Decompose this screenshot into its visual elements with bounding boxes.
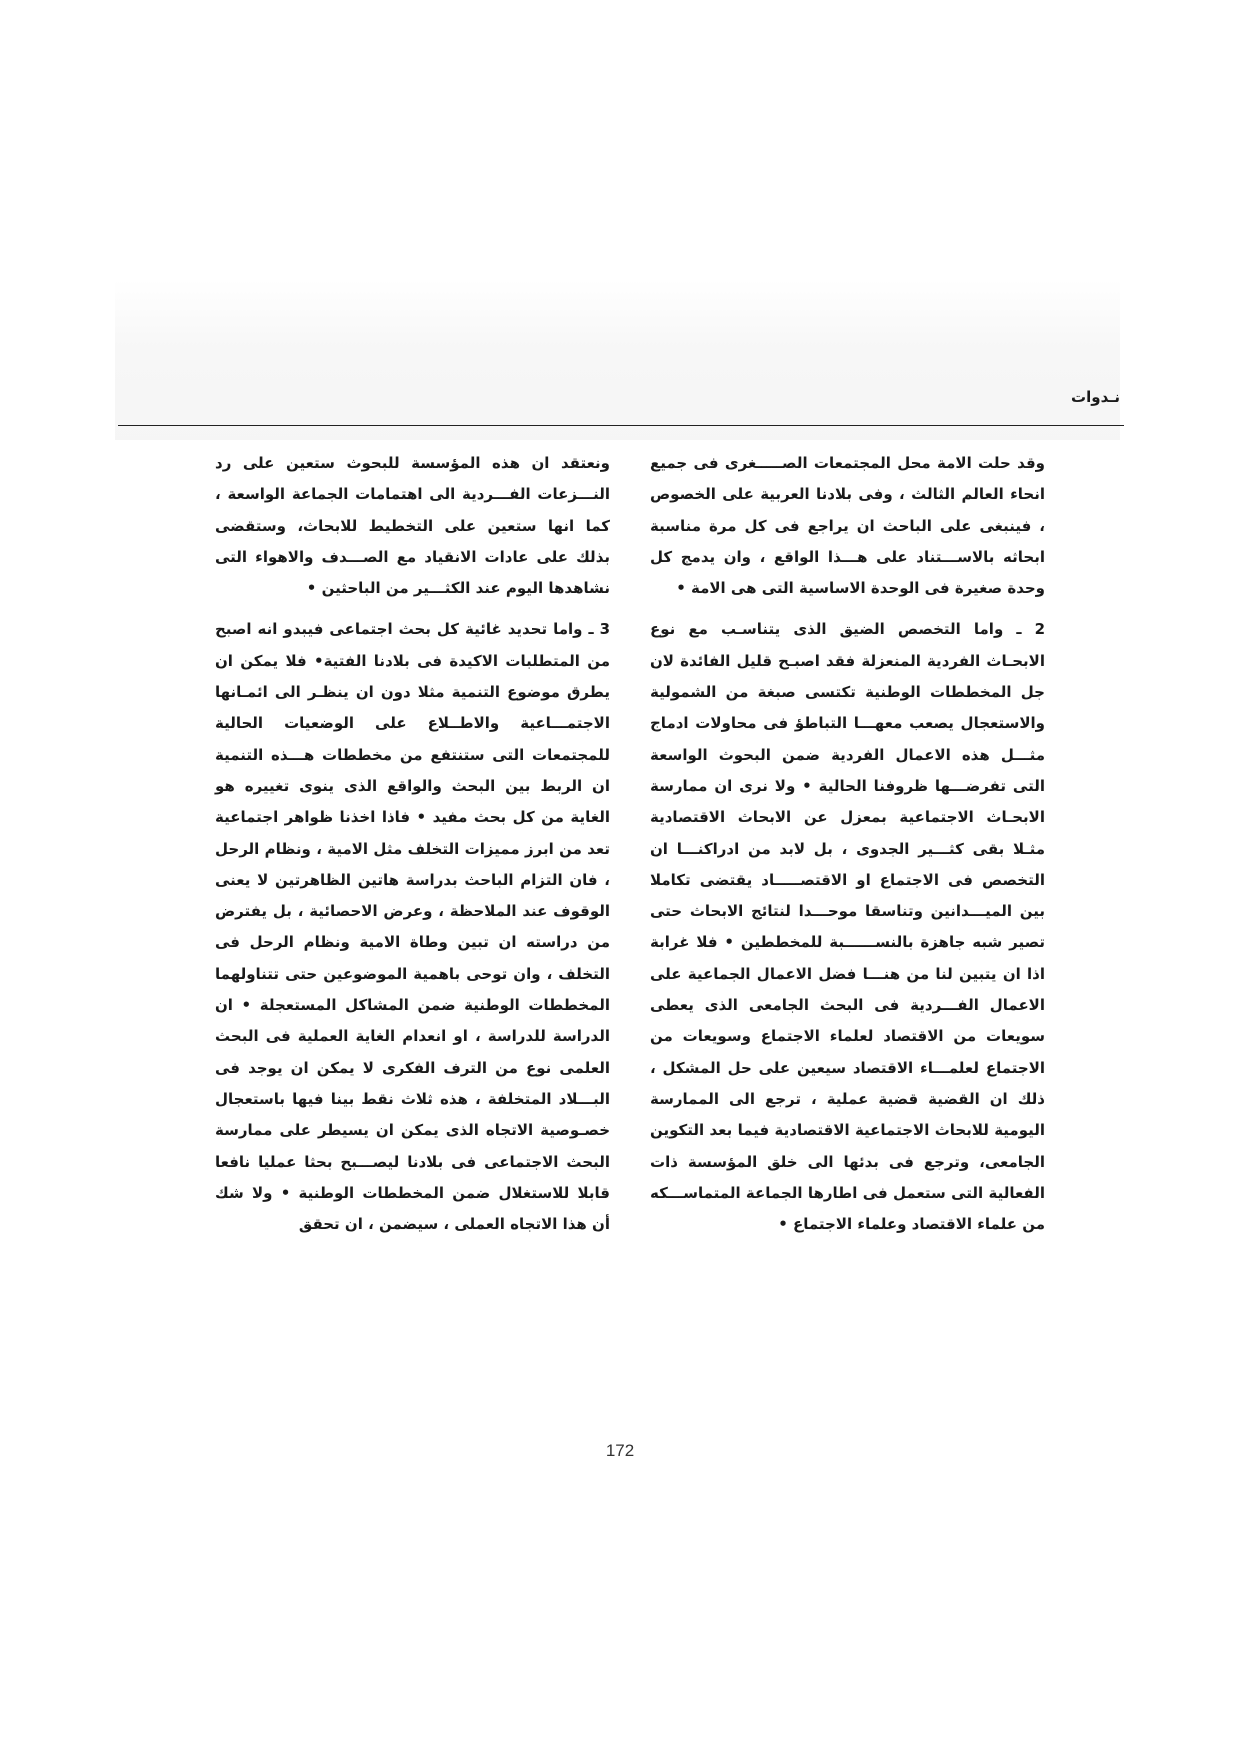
running-head: نـدوات bbox=[1071, 388, 1120, 406]
paragraph: 2 ـ واما التخصص الضيق الذى يتناسـب مع نوع الابحـاث الفردية المنعزلة فقد اصبـح قليل الفائدة لان جل المخططات الوطنية تكتسى صبغة من الشمولية والاستعجال يصعب معهـــا التباطؤ فى محاولات ادماج مثـــل هذه الاعمال الفردية ضمن البحوث الواسعة التى تفرضـــها ظروفنا الحالية • ولا نرى ان ممارسة الابحـاث الاجتماعية بمعزل عن الابحاث الاقتصادية مثـلا بقى كثـــير الجدوى ، بل لابد من ادراكنـــا ان التخصص فى الاجتماع او الاقتصـــــاد يقتضى تكاملا بين الميـــدانين وتناسقا موحـــدا لنتائج الابحاث حتى تصير شبه جاهزة بالنســــــبة للمخططين • فلا غرابة اذا ان يتبين لنا من هنـــا فضل الاعمال الجماعية على الاعمال الفـــردية فى البحث الجامعى الذى يعطى سويعات من الاقتصاد لعلماء الاجتماع وسويعات من الاجتماع لعلمـــاء الاقتصاد سيعين على حل المشكل ، ذلك ان القضية قضية عملية ، ترجع الى الممارسة اليومية للابحاث الاجتماعية الاقتصادية فيما بعد التكوين الجامعى، وترجع فى بدئها الى خلق المؤسسة ذات الفعالية التى ستعمل فى اطارها الجماعة المتماســـكه من علماء الاقتصاد وعلماء الاجتماع • bbox=[650, 620, 1045, 1234]
header-rule bbox=[118, 425, 1124, 426]
left-column bbox=[215, 448, 610, 1250]
paragraph: وقد حلت الامة محل المجتمعات الصـــــغرى فى جميع انحاء العالم الثالث ، وفى بلادنا العربية على الخصوص ، فينبغى على الباحث ان يراجع فى كل مرة مناسبة ابحاثه بالاســـتناد على هـــذا الواقع ، وان يدمج كل وحدة صغيرة فى الوحدة الاساسية التى هى الامة • bbox=[650, 454, 1045, 598]
right-column bbox=[650, 448, 1045, 1250]
page-number: 172 bbox=[605, 1441, 635, 1460]
paragraph: ونعتقد ان هذه المؤسسة للبحوث ستعين على رد النـــزعات الفـــردية الى اهتمامات الجماعة الواسعة ، كما انها ستعين على التخطيط للابحاث، وستقضى بذلك على عادات الانقياد مع الصـــدف والاهواء التى نشاهدها اليوم عند الكثـــير من الباحثين • bbox=[215, 454, 610, 598]
paragraph: 3 ـ واما تحديد غائية كل بحث اجتماعى فيبدو انه اصبح من المتطلبات الاكيدة فى بلادنا الفتية• فلا يمكن ان يطرق موضوع التنمية مثلا دون ان ينظـر الى ائمـانها الاجتمـــاعية والاطــلاع على الوضعيات الحالية للمجتمعات التى ستنتفع من مخططات هـــذه التنمية ان الربط بين البحث والواقع الذى ينوى تغييره هو الغاية من كل بحث مفيد • فاذا اخذنا ظواهر اجتماعية تعد من ابرز مميزات التخلف مثل الامية ، ونظام الرحل ، فان التزام الباحث بدراسة هاتين الظاهرتين لا يعنى الوقوف عند الملاحظة ، وعرض الاحصائية ، بل يفترض من دراسته ان تبين وطاة الامية ونظام الرحل فى التخلف ، وان توحى باهمية الموضوعين حتى تتناولهما المخططات الوطنية ضمن المشاكل المستعجلة • ان الدراسة للدراسة ، او انعدام الغاية العملية فى البحث العلمى نوع من الترف الفكرى لا يمكن ان يوجد فى البـــلاد المتخلفة ، هذه ثلاث نقط بينا فيها باستعجال خصـوصية الاتجاه الذى يمكن ان يسيطر على ممارسة البحث الاجتماعى فى بلادنا ليصـــبح بحثا عمليا نافعا قابلا للاستغلال ضمن المخططات الوطنية • ولا شك أن هذا الاتجاه العملى ، سيضمن ، ان تحقق bbox=[215, 620, 610, 1234]
scan-shading bbox=[115, 280, 1120, 440]
